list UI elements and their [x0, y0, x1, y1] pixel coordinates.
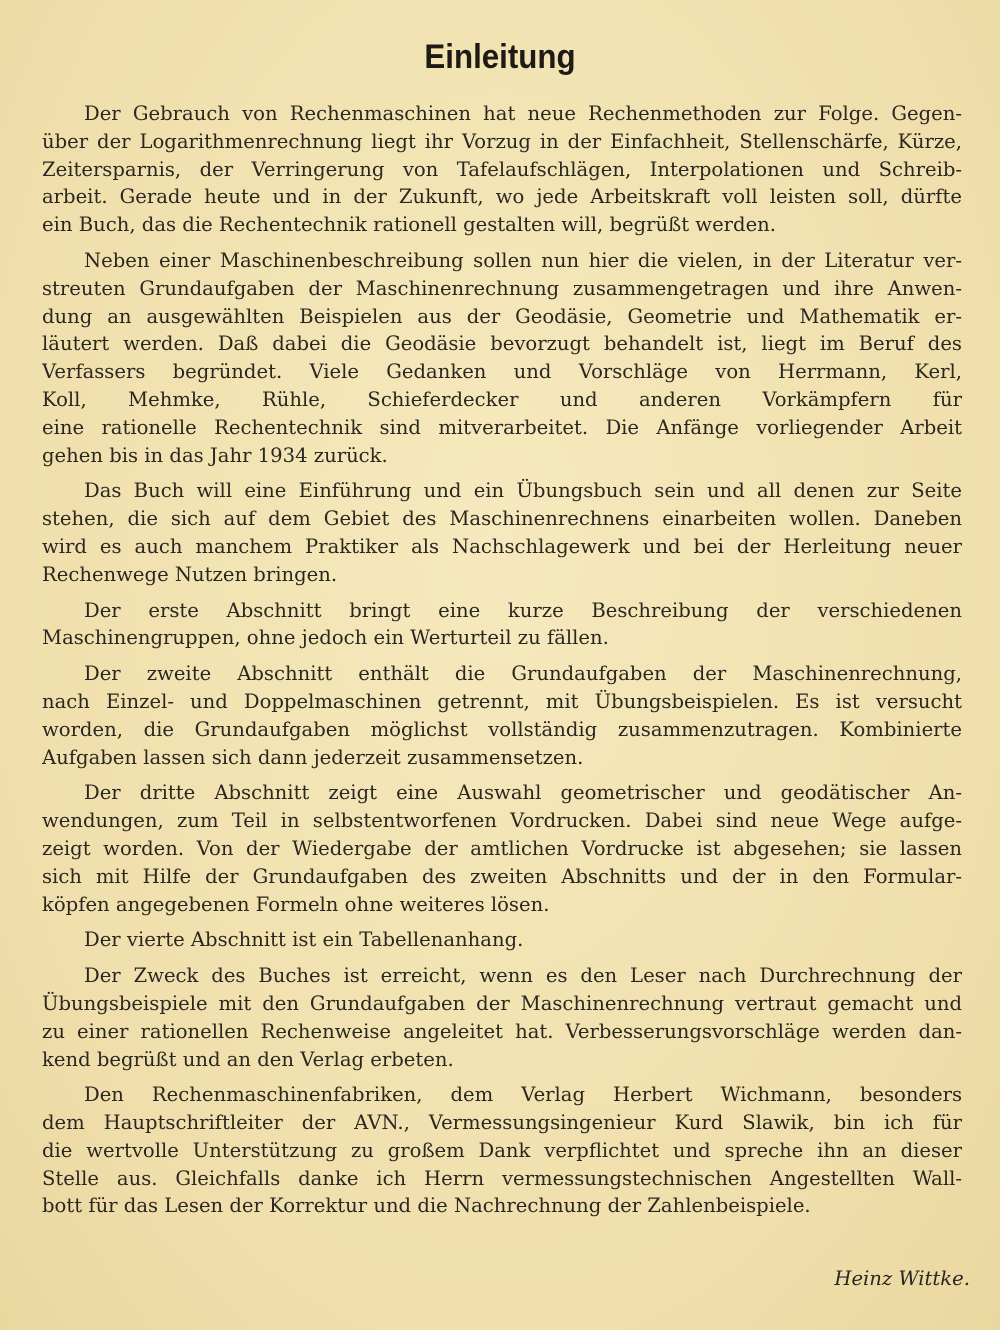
text-line: Übungsbeispiele mit den Grundaufgaben der Maschinenrechnung vertraut gemacht und — [42, 991, 962, 1015]
text-line: Den Rechenmaschinenfabriken, dem Verlag Herbert Wichmann, besonders — [84, 1083, 962, 1107]
text-line: gehen bis in das Jahr 1934 zurück. — [42, 443, 388, 467]
text-line: Zeitersparnis, der Verringerung von Tafelaufschlägen, Interpolationen und Schreib- — [42, 157, 962, 181]
text-line: Maschinengruppen, ohne jedoch ein Werturteil zu fällen. — [42, 626, 609, 650]
text-line: Der Gebrauch von Rechenmaschinen hat neue Rechenmethoden zur Folge. Gegen- — [84, 102, 962, 125]
text-line: läutert werden. Daß dabei die Geodäsie bevorzugt behandelt ist, liegt im Beruf des — [42, 332, 962, 356]
text-line: Der erste Abschnitt bringt eine kurze Beschreibung der verschiedenen — [84, 598, 962, 622]
text-line: zeigt worden. Von der Wiedergabe der amtlichen Vordrucke ist abgesehen; sie lassen — [42, 836, 962, 860]
text-line: Neben einer Maschinenbeschreibung sollen nun hier die vielen, in der Literatur ver- — [84, 248, 962, 272]
paragraph — [42, 477, 962, 588]
text-line: dung an ausgewählten Beispielen aus der Geodäsie, Geometrie und Mathematik er- — [42, 304, 962, 328]
paragraph — [42, 100, 962, 239]
text-line: kend begrüßt und an den Verlag erbeten. — [42, 1047, 454, 1071]
paragraph — [42, 247, 962, 469]
text-line: Stelle aus. Gleichfalls danke ich Herrn vermessungstechnischen Angestellten Wall- — [42, 1166, 962, 1190]
text-line: die wertvolle Unterstützung zu großem Dank verpflichtet und spreche ihn an dieser — [42, 1138, 962, 1162]
paragraph — [42, 962, 962, 1073]
text-line: stehen, die sich auf dem Gebiet des Maschinenrechnens einarbeiten wollen. Daneben — [42, 507, 962, 531]
text-line: Aufgaben lassen sich dann jederzeit zusammensetzen. — [42, 745, 584, 769]
text-line: ein Buch, das die Rechentechnik rationell gestalten will, begrüßt werden. — [42, 213, 777, 237]
text-line: bott für das Lesen der Korrektur und die Nachrechnung der Zahlenbeispiele. — [42, 1194, 811, 1218]
text-line: Rechenwege Nutzen bringen. — [42, 562, 338, 586]
text-line: Verfassers begründet. Viele Gedanken und Vorschläge von Herrmann, Kerl, — [42, 360, 962, 384]
text-line: Koll, Mehmke, Rühle, Schieferdecker und anderen Vorkämpfern für — [42, 387, 962, 411]
text-line: Der dritte Abschnitt zeigt eine Auswahl geometrischer und geodätischer An- — [84, 781, 962, 805]
paragraph — [42, 660, 962, 771]
text-line: Der vierte Abschnitt ist ein Tabellenanhang. — [84, 928, 524, 952]
text-line: köpfen angegebenen Formeln ohne weiteres lösen. — [42, 892, 550, 916]
text-line: zu einer rationellen Rechenweise angeleitet hat. Verbesserungsvorschläge werden dan- — [42, 1019, 962, 1043]
author-signature: Heinz Wittke. — [834, 1267, 970, 1290]
text-line: Das Buch will eine Einführung und ein Übungsbuch sein und all denen zur Seite — [84, 479, 962, 503]
text-line: über der Logarithmenrechnung liegt ihr Vorzug in der Einfachheit, Stellenschärfe, Kürze, — [42, 129, 962, 153]
body-text — [42, 100, 962, 1220]
paragraph — [42, 1081, 962, 1220]
text-line: streuten Grundaufgaben der Maschinenrechnung zusammengetragen und ihre Anwen- — [42, 276, 962, 300]
text-line: Der Zweck des Buches ist erreicht, wenn es den Leser nach Durchrechnung der — [84, 964, 962, 988]
paragraph — [42, 926, 962, 954]
text-line: dem Hauptschriftleiter der AVN., Vermessungsingenieur Kurd Slawik, bin ich für — [42, 1111, 962, 1135]
paragraph — [42, 779, 962, 918]
text-line: worden, die Grundaufgaben möglichst vollständig zusammenzutragen. Kombinierte — [42, 717, 962, 741]
text-line: sich mit Hilfe der Grundaufgaben des zweiten Abschnitts und der in den Formular- — [42, 864, 962, 888]
text-line: wird es auch manchem Praktiker als Nachschlagewerk und bei der Herleitung neuer — [42, 534, 962, 558]
text-line: arbeit. Gerade heute und in der Zukunft, wo jede Arbeitskraft voll leisten soll, dürfte — [42, 185, 962, 209]
text-line: wendungen, zum Teil in selbstentworfenen Vordrucken. Dabei sind neue Wege aufge- — [42, 809, 962, 833]
text-line: nach Einzel- und Doppelmaschinen getrennt, mit Übungsbeispielen. Es ist versucht — [42, 689, 962, 713]
page-title: Einleitung — [424, 38, 576, 76]
text-line: eine rationelle Rechentechnik sind mitverarbeitet. Die Anfänge vorliegender Arbeit — [42, 415, 962, 439]
text-line: Der zweite Abschnitt enthält die Grundaufgaben der Maschinenrechnung, — [84, 662, 962, 686]
paragraph — [42, 597, 962, 653]
